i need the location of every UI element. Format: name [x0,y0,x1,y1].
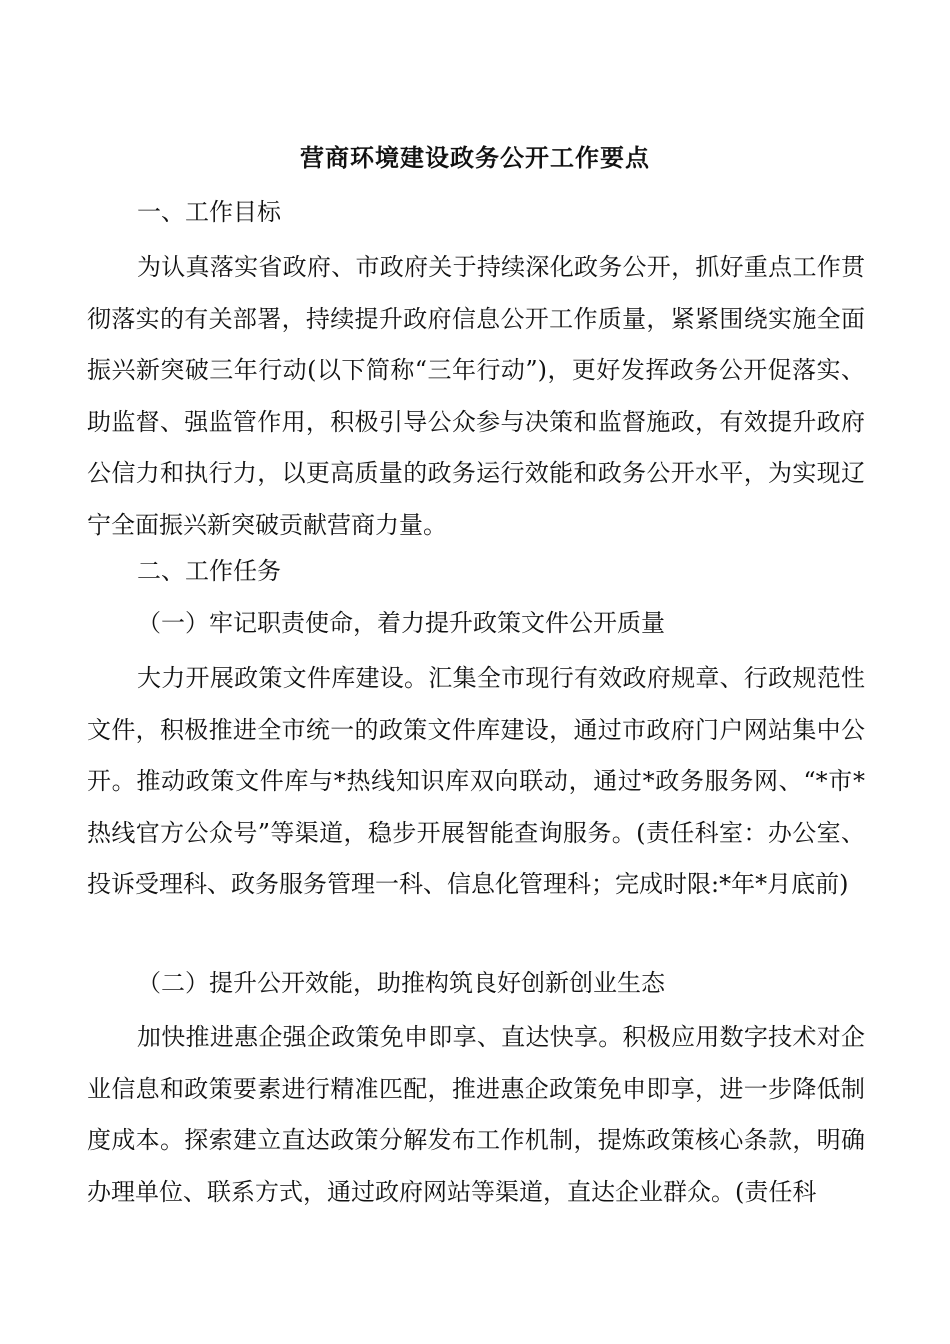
paragraph-goals: 为认真落实省政府、市政府关于持续深化政务公开，抓好重点工作贯彻落实的有关部署，持续提升政府信息公开工作质量，紧紧围绕实施全面振兴新突破三年行动(以下简称“三年行动”)，更好发挥政务公开促落实、助监督、强监管作用，积极引导公众参与决策和监督施政，有效提升政府公信力和执行力，以更高质量的政务运行效能和政务公开水平，为实现辽宁全面振兴新突破贡献营商力量。 [87,253,865,539]
paragraph-task-1: 大力开展政策文件库建设。汇集全市现行有效政府规章、行政规范性文件，积极推进全市统一的政策文件库建设，通过市政府门户网站集中公开。推动政策文件库与*热线知识库双向联动，通过*政务服务网、“*市*热线官方公众号”等渠道，稳步开展智能查询服务。(责任科室：办公室、投诉受理科、政务服务管理一科、信息化管理科；完成时限:*年*月底前) [87,664,865,898]
document-title: 营商环境建设政务公开工作要点 [300,143,650,172]
task-heading-2: （二）提升公开效能，助推构筑良好创新创业生态 [137,969,665,997]
section-heading-goals: 一、工作目标 [137,198,281,226]
task-heading-1: （一）牢记职责使命，着力提升政策文件公开质量 [137,609,665,637]
section-heading-tasks: 二、工作任务 [137,557,281,585]
paragraph-task-2: 加快推进惠企强企政策免申即享、直达快享。积极应用数字技术对企业信息和政策要素进行精准匹配，推进惠企政策免申即享，进一步降低制度成本。探索建立直达政策分解发布工作机制，提炼政策核心条款，明确办理单位、联系方式，通过政府网站等渠道，直达企业群众。(责任科 [87,1023,865,1206]
